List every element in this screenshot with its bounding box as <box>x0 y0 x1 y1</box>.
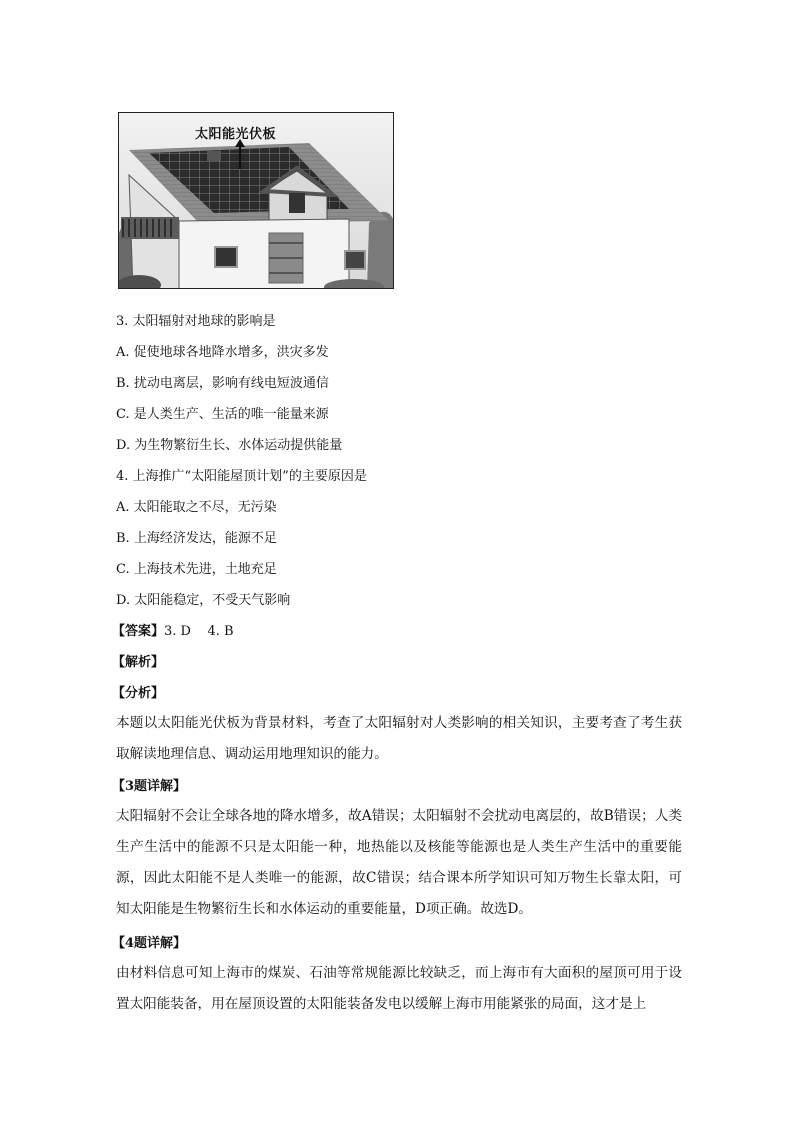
q4-option-b: B. 上海经济发达，能源不足 <box>116 531 277 546</box>
answer-label: 【答案】 <box>112 624 165 639</box>
fenxi-text: 本题以太阳能光伏板为背景材料，考查了太阳辐射对人类影响的相关知识，主要考查了考生获取解读地理信息、调动运用地理知识的能力。 <box>116 715 682 762</box>
jiexi-heading: 【解析】 <box>112 655 165 670</box>
answer-value: 3. D 4. B <box>164 624 234 639</box>
q3-option-d: D. 为生物繁衍生长、水体运动提供能量 <box>116 438 343 453</box>
answer-line <box>112 624 234 640</box>
q3-detail-text: 太阳辐射不会让全球各地的降水增多，故A错误；太阳辐射不会扰动电离层的，故B错误；人类生产生活中的能源不只是太阳能一种，地热能以及核能等能源也是人类生产生活中的重要能源，因此太阳能不是人类唯一的能源，故C错误；结合课本所学知识可知万物生长靠太阳，可知太阳能是生物繁衍生长和水体运动的重要能量，D项正确。故选D。 <box>116 808 682 917</box>
q4-option-a: A. 太阳能取之不尽，无污染 <box>116 500 277 515</box>
question-4-stem: 4. 上海推广“太阳能屋顶计划”的主要原因是 <box>116 469 367 484</box>
q4-option-d: D. 太阳能稳定，不受天气影响 <box>116 593 291 608</box>
figure-label: 太阳能光伏板 <box>195 127 277 142</box>
question-3-stem: 3. 太阳辐射对地球的影响是 <box>116 314 276 329</box>
q3-option-c: C. 是人类生产、生活的唯一能量来源 <box>116 407 329 422</box>
q3-option-b: B. 扰动电离层，影响有线电短波通信 <box>116 376 329 391</box>
q3-option-a: A. 促使地球各地降水增多，洪灾多发 <box>116 345 329 360</box>
q4-detail-text: 由材料信息可知上海市的煤炭、石油等常规能源比较缺乏，而上海市有大面积的屋顶可用于设置太阳能装备，用在屋顶设置的太阳能装备发电以缓解上海市用能紧张的局面，这才是上 <box>116 965 682 1012</box>
fenxi-heading: 【分析】 <box>112 686 165 701</box>
q4-detail-heading: 【4题详解】 <box>112 936 187 951</box>
q4-option-c: C. 上海技术先进，土地充足 <box>116 562 277 577</box>
q3-detail-heading: 【3题详解】 <box>112 779 187 794</box>
solar-house-figure <box>118 112 394 289</box>
